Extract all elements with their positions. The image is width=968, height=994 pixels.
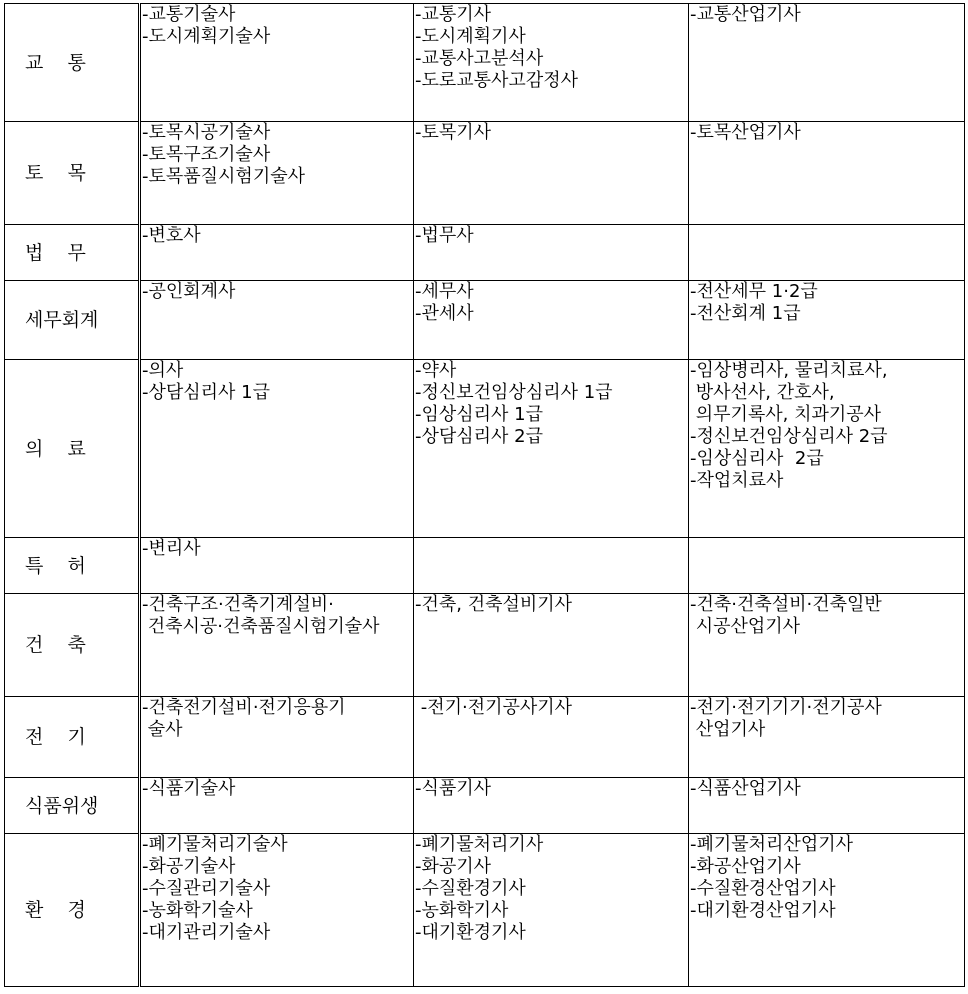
qualification-item: -상담심리사 2급 bbox=[415, 426, 543, 447]
qualification-item: 건축시공·건축품질시험기술사 bbox=[142, 616, 380, 637]
qualification-item: -세무사 bbox=[415, 281, 474, 302]
qualification-cell-level-1 bbox=[140, 594, 414, 697]
qualification-cell-level-2 bbox=[414, 778, 689, 834]
qualification-item: -교통기사 bbox=[415, 4, 492, 25]
qualification-cell-level-1 bbox=[140, 778, 414, 834]
qualification-item: -의사 bbox=[142, 360, 184, 381]
category-cell bbox=[5, 697, 140, 778]
qualification-cell-level-3 bbox=[689, 697, 965, 778]
category-label: 전 기 bbox=[25, 726, 86, 748]
category-label: 특 허 bbox=[25, 554, 86, 577]
qualification-cell-level-2 bbox=[414, 360, 689, 538]
qualification-cell-level-1 bbox=[140, 697, 414, 778]
qualification-cell-level-1 bbox=[140, 122, 414, 225]
qualification-cell-level-3 bbox=[689, 281, 965, 360]
qualification-cell-level-3 bbox=[689, 225, 965, 281]
qualification-item: -정신보건임상심리사 2급 bbox=[690, 426, 888, 447]
qualification-item: -법무사 bbox=[415, 225, 474, 246]
qualification-item: -대기관리기술사 bbox=[142, 922, 271, 943]
qualification-item: 술사 bbox=[142, 719, 183, 740]
category-label: 건 축 bbox=[25, 634, 86, 656]
table-row bbox=[5, 778, 965, 834]
qualification-item: -임상심리사 1급 bbox=[415, 404, 543, 425]
qualification-item: -상담심리사 1급 bbox=[142, 382, 270, 403]
qualification-cell-level-3 bbox=[689, 538, 965, 594]
qualification-cell-level-2 bbox=[414, 834, 689, 987]
qualification-item: -토목기사 bbox=[415, 122, 492, 143]
qualification-item: -수질환경기사 bbox=[415, 878, 526, 899]
qualification-item: -건축전기설비·전기응용기 bbox=[142, 697, 346, 718]
qualification-item: -수질관리기술사 bbox=[142, 878, 271, 899]
qualification-item: -토목품질시험기술사 bbox=[142, 166, 305, 187]
table-row bbox=[5, 225, 965, 281]
category-label: 교 통 bbox=[25, 51, 86, 74]
qualification-item: -화공기술사 bbox=[142, 856, 236, 877]
qualification-item: -전기·전기공사기사 bbox=[415, 697, 573, 718]
qualification-item: -정신보건임상심리사 1급 bbox=[415, 382, 613, 403]
qualification-cell-level-3 bbox=[689, 778, 965, 834]
table-row bbox=[5, 360, 965, 538]
category-cell bbox=[5, 281, 140, 360]
qualification-item: -변호사 bbox=[142, 225, 201, 246]
qualification-cell-level-3 bbox=[689, 4, 965, 122]
qualification-item: -임상병리사, 물리치료사, bbox=[690, 360, 888, 381]
qualification-item: -약사 bbox=[415, 360, 457, 381]
qualification-cell-level-2 bbox=[414, 538, 689, 594]
qualification-item: -교통기술사 bbox=[142, 4, 236, 25]
qualification-item: -토목시공기술사 bbox=[142, 122, 271, 143]
category-cell bbox=[5, 834, 140, 987]
table-body bbox=[5, 4, 965, 987]
qualification-item: -관세사 bbox=[415, 303, 474, 324]
qualification-cell-level-1 bbox=[140, 281, 414, 360]
qualification-item: -화공산업기사 bbox=[690, 856, 801, 877]
qualification-cell-level-2 bbox=[414, 4, 689, 122]
qualification-item: -대기환경기사 bbox=[415, 922, 526, 943]
qualification-cell-level-1 bbox=[140, 225, 414, 281]
qualification-item: -식품산업기사 bbox=[690, 778, 801, 799]
category-cell bbox=[5, 4, 140, 122]
qualification-item: 의무기록사, 치과기공사 bbox=[690, 404, 882, 425]
category-cell bbox=[5, 538, 140, 594]
table-row bbox=[5, 594, 965, 697]
table-row bbox=[5, 281, 965, 360]
qualification-cell-level-1 bbox=[140, 4, 414, 122]
qualification-item: -식품기사 bbox=[415, 778, 492, 799]
category-label: 토 목 bbox=[25, 162, 86, 184]
category-label: 환 경 bbox=[25, 899, 86, 921]
qualification-item: 방사선사, 간호사, bbox=[690, 382, 835, 403]
category-label: 의 료 bbox=[25, 437, 86, 460]
qualification-item: -건축, 건축설비기사 bbox=[415, 594, 573, 615]
qualification-item: -도로교통사고감정사 bbox=[415, 70, 578, 91]
qualification-item: -전산회계 1급 bbox=[690, 303, 801, 324]
table-row bbox=[5, 834, 965, 987]
qualification-item: -수질환경산업기사 bbox=[690, 878, 836, 899]
qualification-cell-level-1 bbox=[140, 538, 414, 594]
qualification-item: -토목산업기사 bbox=[690, 122, 801, 143]
qualification-item: -전기·전기기기·전기공사 bbox=[690, 697, 882, 718]
qualification-item: -전산세무 1·2급 bbox=[690, 281, 818, 302]
qualification-table bbox=[4, 3, 965, 987]
qualification-cell-level-3 bbox=[689, 594, 965, 697]
qualification-item: -식품기술사 bbox=[142, 778, 236, 799]
table-row bbox=[5, 538, 965, 594]
qualification-item: -건축구조·건축기계설비· bbox=[142, 594, 334, 615]
qualification-cell-level-3 bbox=[689, 360, 965, 538]
qualification-item: -화공기사 bbox=[415, 856, 492, 877]
qualification-item: -대기환경산업기사 bbox=[690, 900, 836, 921]
qualification-cell-level-1 bbox=[140, 834, 414, 987]
qualification-item: -임상심리사 2급 bbox=[690, 448, 824, 469]
qualification-cell-level-2 bbox=[414, 594, 689, 697]
qualification-item: -폐기물처리기술사 bbox=[142, 834, 288, 855]
qualification-cell-level-2 bbox=[414, 281, 689, 360]
category-cell bbox=[5, 778, 140, 834]
category-cell bbox=[5, 360, 140, 538]
qualification-cell-level-2 bbox=[414, 122, 689, 225]
qualification-item: -교통사고분석사 bbox=[415, 48, 544, 69]
category-cell bbox=[5, 594, 140, 697]
qualification-item: -건축·건축설비·건축일반 bbox=[690, 594, 882, 615]
qualification-item: -작업치료사 bbox=[690, 470, 784, 491]
qualification-item: -변리사 bbox=[142, 538, 201, 559]
qualification-cell-level-3 bbox=[689, 834, 965, 987]
category-cell bbox=[5, 122, 140, 225]
qualification-item: -교통산업기사 bbox=[690, 4, 801, 25]
table-row bbox=[5, 4, 965, 122]
qualification-cell-level-1 bbox=[140, 360, 414, 538]
table-row bbox=[5, 122, 965, 225]
table-row bbox=[5, 697, 965, 778]
qualification-item: -공인회계사 bbox=[142, 281, 236, 302]
qualification-cell-level-3 bbox=[689, 122, 965, 225]
qualification-item: 산업기사 bbox=[690, 719, 766, 740]
qualification-item: -폐기물처리기사 bbox=[415, 834, 544, 855]
qualification-item: -도시계획기사 bbox=[415, 26, 526, 47]
qualification-item: -폐기물처리산업기사 bbox=[690, 834, 853, 855]
qualification-cell-level-2 bbox=[414, 225, 689, 281]
category-label: 세무회계 bbox=[25, 309, 99, 331]
qualification-item: -토목구조기술사 bbox=[142, 144, 271, 165]
qualification-item: -농화학기술사 bbox=[142, 900, 253, 921]
category-label: 식품위생 bbox=[25, 794, 99, 817]
qualification-item: -농화학기사 bbox=[415, 900, 509, 921]
category-label: 법 무 bbox=[25, 241, 86, 264]
qualification-cell-level-2 bbox=[414, 697, 689, 778]
category-cell bbox=[5, 225, 140, 281]
qualification-item: 시공산업기사 bbox=[690, 616, 801, 637]
qualification-item: -도시계획기술사 bbox=[142, 26, 271, 47]
